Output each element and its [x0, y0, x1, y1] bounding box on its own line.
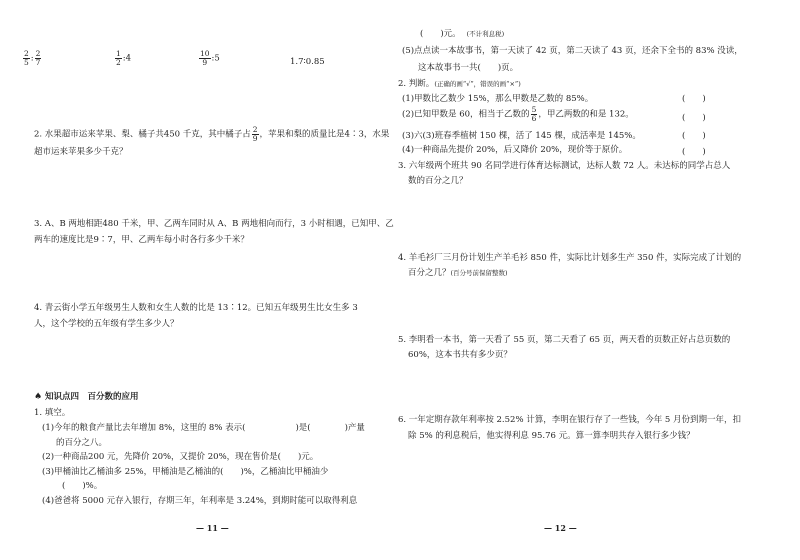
spade-icon: ♠: [34, 392, 43, 402]
ratio-4: 1.7∶0.85: [290, 57, 325, 67]
right-question-5-line-2: 60%，这本书共有多少页？: [408, 350, 512, 360]
question-2-line-1: 2. 水果超市运来苹果、梨、橘子共450 千克，其中橘子占 $\frac{2}{9}$ ，苹果和梨的质量比是4∶3，水果: [34, 125, 390, 143]
question-2-fraction: $\frac{2}{9}$: [252, 125, 258, 143]
judge-item-2-answer-box[interactable]: ( ): [682, 113, 706, 123]
judge-item-1-answer-box[interactable]: ( ): [682, 94, 706, 104]
right-question-3-line-2: 数的百分之几？: [408, 176, 468, 186]
fill-item-2: (2)一种商品200 元，先降价 20%，又提价 20%，现在售价是( )元。: [42, 452, 319, 462]
ratio-2: $\frac{1}{2}$ :4: [116, 49, 132, 67]
judge-item-2: (2)已知甲数是 60，相当于乙数的 $\frac{5}{6}$ ，甲乙两数的和是 132。: [402, 105, 634, 123]
section-heading: [34, 390, 139, 402]
fill-item-5-line-1: (5)点点读一本故事书，第一天读了 42 页，第二天读了 43 页，还余下全书的 83% 没读，: [402, 46, 743, 56]
fill-item-5-line-2: 这本故事书一共( )页。: [418, 63, 519, 73]
question-3-line-1: 3. A、B 两地相距480 千米，甲、乙两车同时从 A、B 两地相向而行，3 小时相遇，已知甲、乙: [34, 219, 394, 229]
question-4-line-1: 4. 青云街小学五年级男生人数和女生人数的比是 13∶12。已知五年级男生比女生多 3: [34, 303, 358, 313]
right-question-5-line-1: 5. 李明看一本书，第一天看了 55 页，第二天看了 65 页，两天看的页数正好占总页数的: [398, 335, 731, 345]
ratio-3: $\frac{10}{9}$ :5: [200, 49, 220, 67]
fill-item-1-line-2: 的百分之八。: [56, 438, 108, 448]
fill-item-4: (4)爸爸将 5000 元存入银行，存期三年，年利率是 3.24%，到期时能可以取得利息: [42, 496, 358, 506]
page-number-left: — 11 —: [196, 523, 229, 533]
question-2-line-2: 超市运来苹果多少千克？: [34, 147, 128, 157]
ratio-1: $\frac{2}{5}$ : $\frac{2}{7}$: [24, 49, 41, 67]
ratio-1-b: $\frac{2}{7}$: [35, 49, 41, 67]
fill-item-3-line-2: ( )%。: [62, 481, 103, 491]
right-question-6-line-1: 6. 一年定期存款年利率按 2.52% 计算，李明在银行存了一些钱，今年 5 月份到期一年，扣: [398, 415, 742, 425]
fill-item-4-continued: ( )元。 (不计利息税): [420, 29, 505, 39]
judge-item-3: (3)六(3)班春季植树 150 棵，活了 145 棵，成活率是 145%。: [402, 131, 641, 141]
judge-heading: 2. 判断。(正确的画“√”，错误的画“×”): [398, 79, 521, 89]
ratio-1-a: $\frac{2}{5}$: [24, 49, 29, 67]
fill-heading: 1. 填空。: [34, 408, 71, 418]
right-question-4-line-2: 百分之几？(百分号前保留整数): [408, 268, 508, 278]
judge-item-4-answer-box[interactable]: ( ): [682, 147, 706, 157]
fill-item-1-line-1: (1)今年的粮食产量比去年增加 8%，这里的 8% 表示( )是( )产量: [42, 423, 365, 433]
right-question-3-line-1: 3. 六年级两个班共 90 名同学进行体育达标测试，达标人数 72 人。未达标的同学占总人: [398, 161, 731, 171]
judge-item-1: (1)甲数比乙数少 15%，那么甲数是乙数的 85%。: [402, 94, 594, 104]
judge-item-2-fraction: $\frac{5}{6}$: [531, 105, 537, 123]
judge-item-4: (4)一种商品先提价 20%，后又降价 20%，现价等于原价。: [402, 145, 628, 155]
right-question-4-line-1: 4. 羊毛衫厂三月份计划生产羊毛衫 850 件，实际比计划多生产 350 件，实际完成了计划的: [398, 253, 742, 263]
page-number-right: — 12 —: [544, 523, 577, 533]
question-3-line-2: 两车的速度比是9∶7，甲、乙两车每小时各行多少千米？: [34, 235, 249, 245]
judge-item-3-answer-box[interactable]: ( ): [682, 131, 706, 141]
fill-item-3-line-1: (3)甲桶油比乙桶油多 25%，甲桶油是乙桶油的( )%，乙桶油比甲桶油少: [42, 467, 329, 477]
question-4-line-2: 人，这个学校的五年级有学生多少人？: [34, 319, 179, 329]
section-title: 知识点四 百分数的应用: [45, 392, 139, 402]
right-question-6-line-2: 除 5% 的利息税后，他实得利息 95.76 元。算一算李明共存入银行多少钱？: [408, 431, 695, 441]
